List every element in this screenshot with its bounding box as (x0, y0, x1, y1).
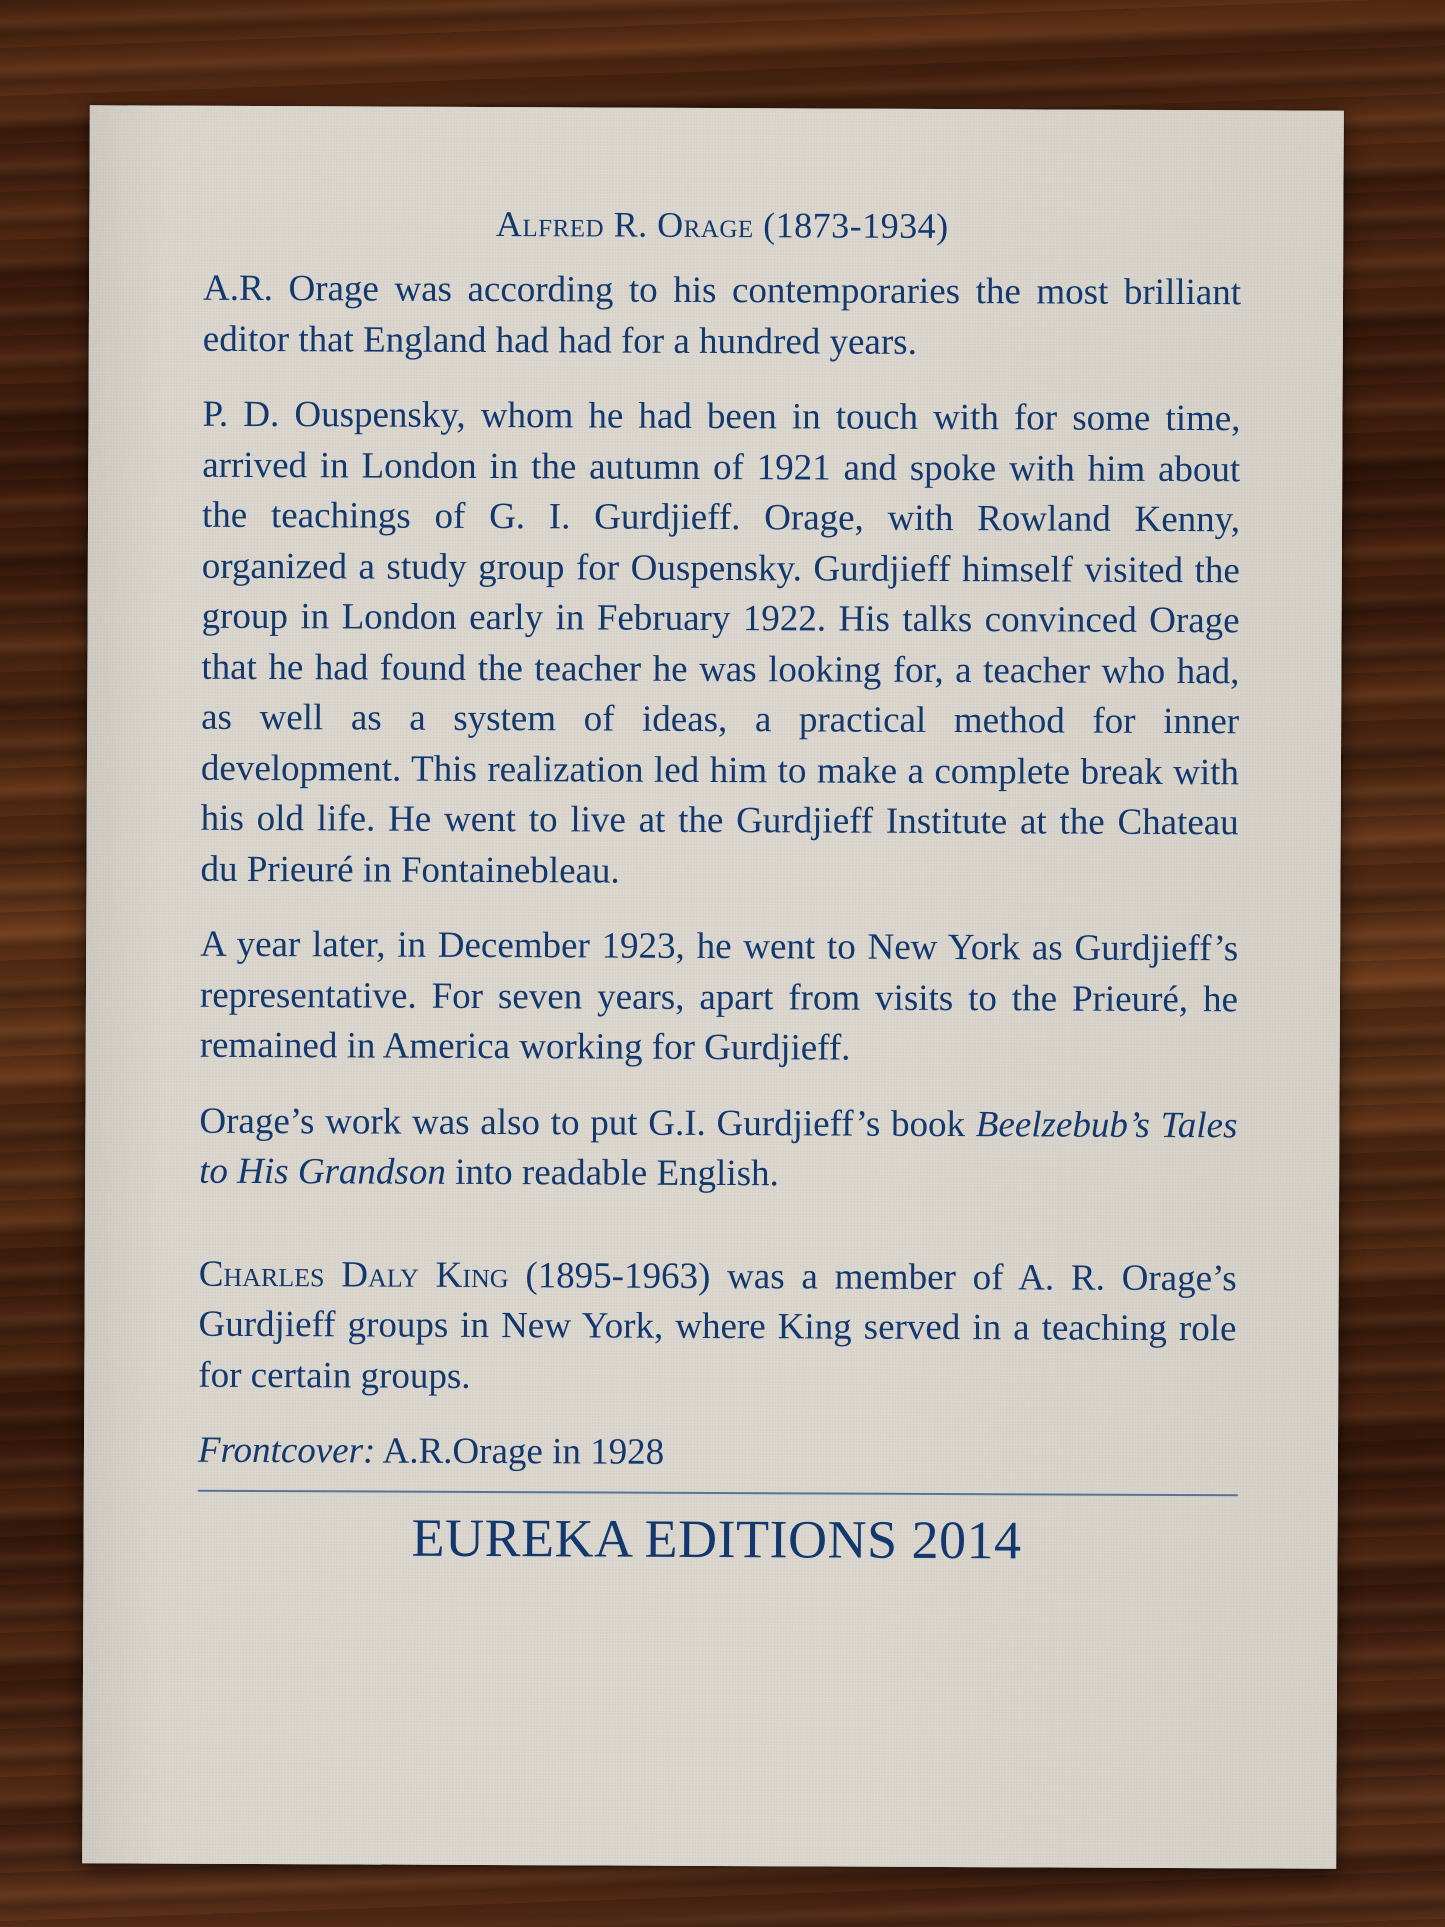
heading: Alfred R. Orage (1873-1934) (495, 204, 949, 247)
publisher-imprint: EUREKA EDITIONS 2014 (411, 1507, 1022, 1571)
paragraph-beelzebub (199, 1096, 1237, 1202)
paragraph-intro: A.R. Orage was according to his contemporaries the most brilliant editor that England had had for a hundred years. (202, 267, 1242, 363)
paragraph-beelzebub-after: into readable English. (445, 1151, 779, 1195)
king-name: Charles Daly King (198, 1253, 509, 1296)
paragraph-king (198, 1249, 1237, 1405)
credit-label: Frontcover: (197, 1429, 376, 1472)
paragraph-new-york: A year later, in December 1923, he went to New York as Gurdjieff’s representative. For seven years, apart from visits to the Prieuré, he remained in America working for Gurdjieff. (199, 923, 1239, 1069)
paragraph-ouspensky: P. D. Ouspensky, whom he had been in touch with for some time, arrived in London in the autumn of 1921 and spoke with him about the teachings of G. I. Gurdjieff. Orage, with Rowland Kenny, organized a study group for Ouspensky. Gurdjieff himself visited the group in London early in February 1922. His talks convinced Orage that he had found the teacher he was looking for, a teacher who had, as well as a system of ideas, a practical method for inner development. This realization led him to make a complete break with his old life. He went to live at the Gurdjieff Institute at the Chateau du Prieuré in Fontainebleau. (200, 393, 1241, 892)
cover-text-block (197, 202, 1241, 1573)
credit-text: A.R.Orage in 1928 (375, 1430, 665, 1473)
book-title: Beelzebub’s Tales to His Grandson (199, 1103, 1238, 1193)
book-back-cover (82, 105, 1344, 1868)
divider (198, 1490, 1238, 1497)
king-text: (1895-1963) was a member of A. R. Orage’s Gurdjieff groups in New York, where King served in a teaching role for certain groups. (198, 1254, 1237, 1397)
paragraph-beelzebub-before: Orage’s work was also to put G.I. Gurdjieff’s book (199, 1100, 976, 1145)
cover-credit (198, 1426, 1236, 1481)
